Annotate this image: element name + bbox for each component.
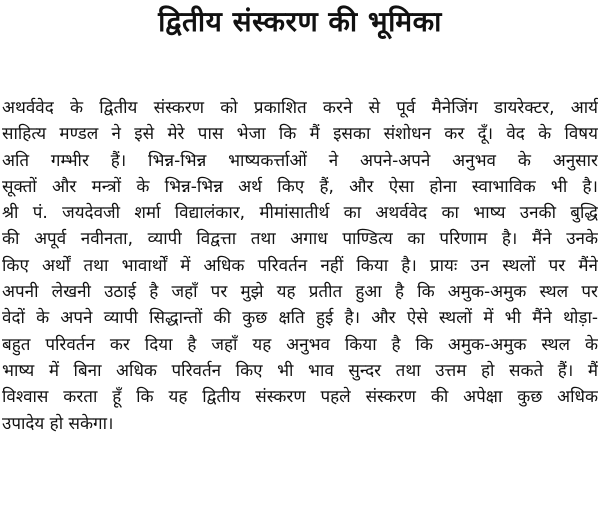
page-title: द्वितीय संस्करण की भूमिका <box>158 5 442 38</box>
text-line: सूक्तों और मन्त्रों के भिन्न-भिन्न अर्थ किए हैं, और ऐसा होना स्वाभाविक भी है। <box>2 176 598 197</box>
text-line: विश्वास करता हूँ कि यह द्वितीय संस्करण पहले संस्करण की अपेक्षा कुछ अधिक <box>2 387 598 408</box>
text-line: अपनी लेखनी उठाई है जहाँ पर मुझे यह प्रतीत हुआ है कि अमुक-अमुक स्थल पर <box>2 282 598 303</box>
text-line: श्री पं. जयदेवजी शर्मा विद्यालंकार, मीमांसातीर्थ का अथर्ववेद का भाष्य उनकी बुद्धि <box>2 203 598 224</box>
preface-paragraph <box>2 95 598 437</box>
text-line: उपादेय हो सकेगा। <box>2 413 114 434</box>
text-line: भाष्य में बिना अधिक परिवर्तन किए भी भाव सुन्दर तथा उत्तम हो सकते हैं। मैं <box>2 360 598 381</box>
text-line: साहित्य मण्डल ने इसे मेरे पास भेजा कि मैं इसका संशोधन कर दूँ। वेद के विषय <box>2 124 598 145</box>
text-line: बहुत परिवर्तन कर दिया है जहाँ यह अनुभव किया है कि अमुक-अमुक स्थल के <box>2 334 598 355</box>
text-line: किए अर्थों तथा भावार्थों में अधिक परिवर्तन नहीं किया है। प्रायः उन स्थलों पर मैंने <box>2 255 598 276</box>
text-line: अथर्ववेद के द्वितीय संस्करण को प्रकाशित करने से पूर्व मैनेजिंग डायरेक्टर, आर्य <box>2 98 598 118</box>
text-line: अति गम्भीर हैं। भिन्न-भिन्न भाष्यकर्त्ताओं ने अपने-अपने अनुभव के अनुसार <box>2 150 598 171</box>
text-line: वेदों के अपने व्यापी सिद्धान्तों की कुछ क्षति हुई है। और ऐसे स्थलों में भी मैंने थोड़ा- <box>2 308 598 329</box>
text-line: की अपूर्व नवीनता, व्यापी विद्वत्ता तथा अगाध पाण्डित्य का परिणाम है। मैंने उनके <box>2 229 598 250</box>
